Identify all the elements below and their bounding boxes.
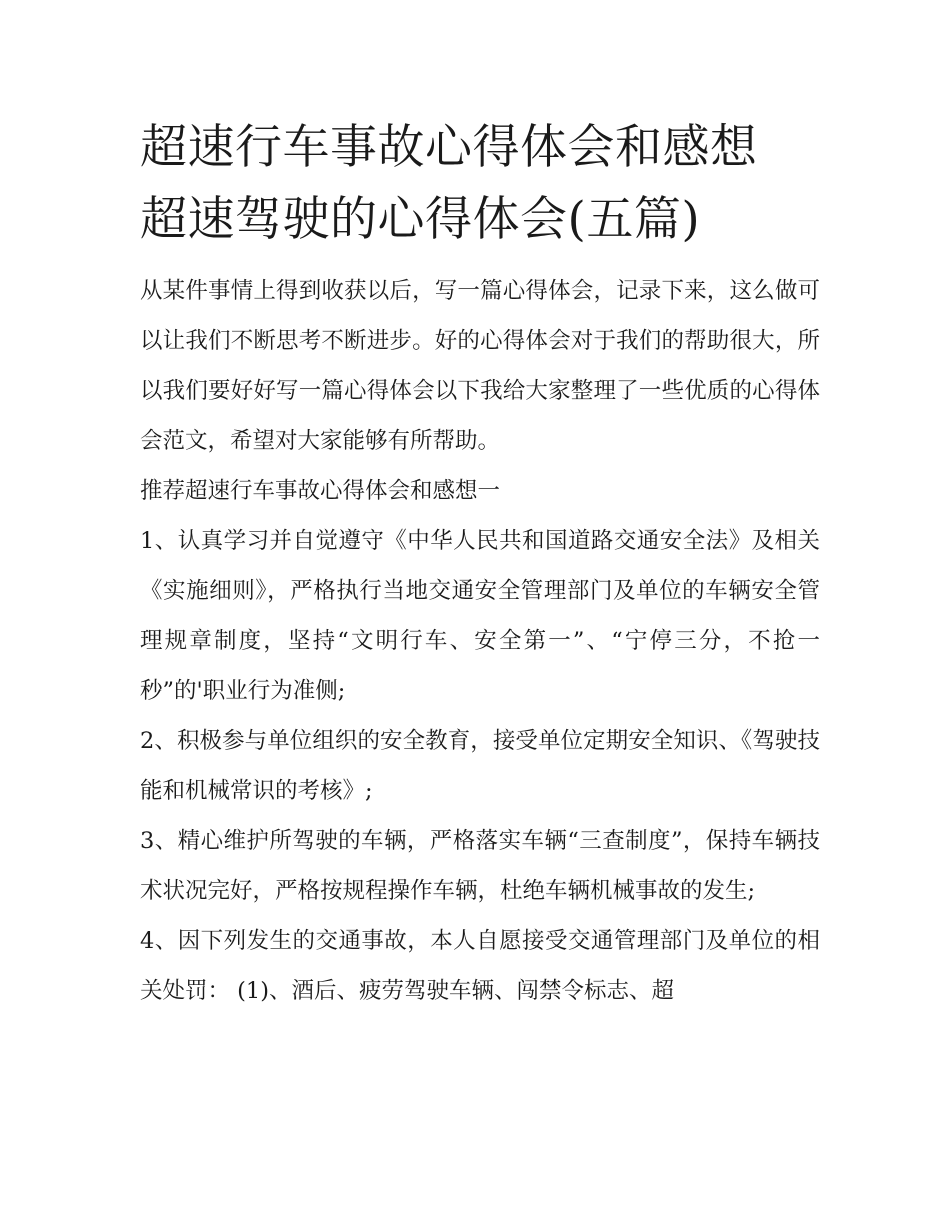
title-line-2: 超速驾驶的心得体会(五篇): [140, 192, 701, 247]
item-4-paragraph: 4、因下列发生的交通事故，本人自愿接受交通管理部门及单位的相关处罚： (1)、酒后、疲劳驾驶车辆、闯禁令标志、超: [140, 928, 820, 1004]
document-page: [140, 112, 820, 1016]
section-heading: 推荐超速行车事故心得体会和感想一: [140, 478, 501, 504]
item-1-paragraph: 1、认真学习并自觉遵守《中华人民共和国道路交通安全法》及相关《实施细则》，严格执行当地交通安全管理部门及单位的车辆安全管理规章制度，坚持“文明行车、安全第一”、“宁停三分，不抢一秒”的'职业行为准侧;: [140, 528, 820, 704]
title-line-1: 超速行车事故心得体会和感想: [140, 120, 758, 175]
intro-paragraph: 从某件事情上得到收获以后，写一篇心得体会，记录下来，这么做可以让我们不断思考不断进步。好的心得体会对于我们的帮助很大，所以我们要好好写一篇心得体会以下我给大家整理了一些优质的心得体会范文，希望对大家能够有所帮助。: [140, 278, 820, 454]
document-title: [140, 112, 820, 256]
item-3-paragraph: 3、精心维护所驾驶的车辆，严格落实车辆“三查制度”，保持车辆技术状况完好，严格按规程操作车辆，杜绝车辆机械事故的发生;: [140, 828, 820, 904]
item-2-paragraph: 2、积极参与单位组织的安全教育，接受单位定期安全知识、《驾驶技能和机械常识的考核》;: [140, 728, 820, 804]
